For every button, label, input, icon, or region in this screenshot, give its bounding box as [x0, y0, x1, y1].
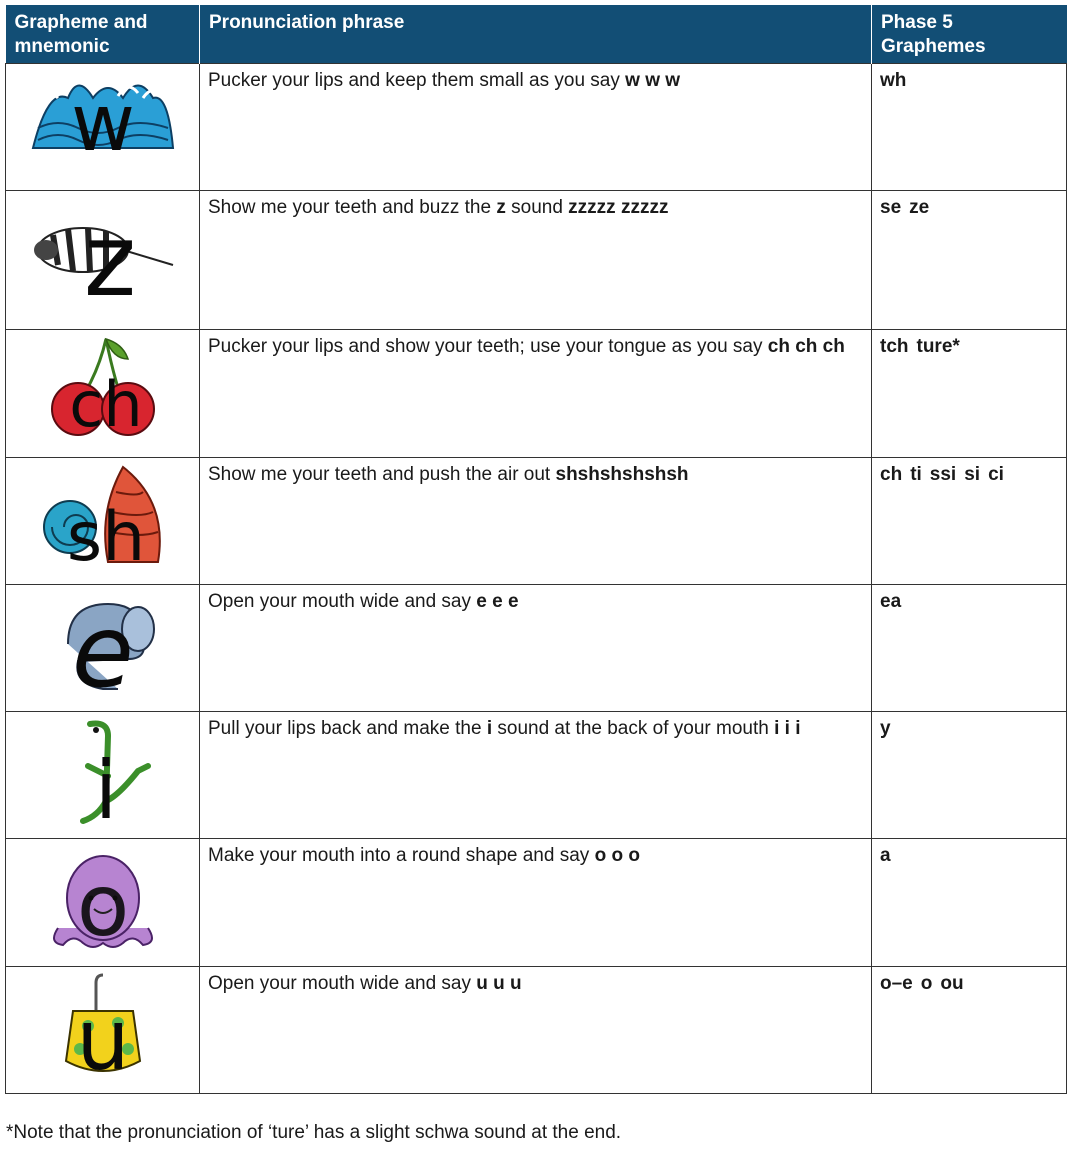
phrase-text: Pucker your lips and keep them small as you say	[208, 70, 626, 91]
footnote: *Note that the pronunciation of ‘ture’ has a slight schwa sound at the end.	[6, 1122, 622, 1143]
grapheme: a	[880, 845, 891, 866]
svg-text:sh: sh	[66, 498, 145, 572]
graphemes-cell	[872, 458, 1067, 585]
mnemonic-cell	[6, 458, 200, 585]
mnemonic-cell	[6, 967, 200, 1094]
phrase-text: Make your mouth into a round shape and say	[208, 845, 595, 866]
table-row	[6, 712, 1067, 839]
header-grapheme-mnemonic: Grapheme and mnemonic	[6, 5, 200, 64]
grapheme: o	[920, 973, 933, 994]
graphemes-cell	[872, 585, 1067, 712]
table-row	[6, 458, 1067, 585]
mnemonic-cell	[6, 585, 200, 712]
table-row	[6, 191, 1067, 330]
phrase-sound-repeat: zzzzz zzzzz	[568, 197, 669, 218]
grapheme: ci	[988, 464, 1004, 485]
cherries-ch-icon	[28, 334, 178, 439]
mnemonic-cell	[6, 712, 200, 839]
grapheme: ssi	[929, 464, 957, 485]
grapheme: tch	[880, 336, 909, 357]
grapheme: ti	[910, 464, 922, 485]
phrase-text-tail: sound at the back of your mouth	[492, 718, 775, 739]
table-row	[6, 967, 1067, 1094]
phrase-sound: shshshshshsh	[555, 464, 689, 485]
header-row	[6, 5, 1067, 64]
pronunciation-cell	[200, 191, 872, 330]
svg-text:o: o	[76, 856, 129, 953]
pronunciation-cell	[200, 839, 872, 967]
zebra-z-icon	[28, 195, 178, 305]
graphemes-cell	[872, 967, 1067, 1094]
phrase-text: Show me your teeth and push the air out	[208, 464, 556, 485]
header-phase5-graphemes: Phase 5 Graphemes	[872, 5, 1067, 64]
phrase-sound: z	[496, 197, 506, 218]
graphemes-cell	[872, 712, 1067, 839]
pronunciation-cell	[200, 967, 872, 1094]
table-row	[6, 64, 1067, 191]
lizard-i-icon	[28, 716, 178, 826]
mnemonic-cell	[6, 191, 200, 330]
mnemonic-cell	[6, 64, 200, 191]
grapheme: ture*	[916, 336, 960, 357]
phrase-text: Show me your teeth and buzz the	[208, 197, 497, 218]
pronunciation-cell	[200, 64, 872, 191]
phrase-sound: w w w	[625, 70, 681, 91]
grapheme: si	[964, 464, 981, 485]
grapheme-table	[5, 5, 1067, 1094]
phrase-text: Pull your lips back and make the	[208, 718, 487, 739]
shells-sh-icon	[28, 462, 178, 572]
table-row	[6, 330, 1067, 458]
mnemonic-cell	[6, 330, 200, 458]
octopus-o-icon	[28, 843, 178, 953]
umbrella-u-icon	[28, 971, 178, 1083]
grapheme: y	[880, 718, 891, 739]
wave-w-icon	[28, 68, 178, 168]
pronunciation-cell	[200, 712, 872, 839]
phrase-sound: e e e	[476, 591, 519, 612]
svg-text:w: w	[70, 79, 135, 168]
graphemes-cell	[872, 330, 1067, 458]
elephant-e-icon	[28, 589, 178, 699]
phrase-sound: i	[486, 718, 493, 739]
phrase-text-tail: sound	[505, 197, 569, 218]
pronunciation-cell	[200, 458, 872, 585]
header-pronunciation-phrase: Pronunciation phrase	[200, 5, 872, 64]
mnemonic-cell	[6, 839, 200, 967]
phrase-sound: u u u	[476, 973, 522, 994]
phrase-sound: ch ch ch	[767, 336, 845, 357]
pronunciation-cell	[200, 330, 872, 458]
phrase-sound: o o o	[594, 845, 640, 866]
grapheme: se	[880, 197, 902, 218]
grapheme: wh	[880, 70, 907, 91]
graphemes-cell	[872, 839, 1067, 967]
grapheme: ou	[940, 973, 964, 994]
table-row	[6, 839, 1067, 967]
grapheme: ea	[880, 591, 902, 612]
graphemes-cell	[872, 191, 1067, 330]
grapheme: o–e	[880, 973, 913, 994]
phrase-sound-repeat: i i i	[774, 718, 801, 739]
table-row	[6, 585, 1067, 712]
svg-text:i: i	[94, 744, 117, 826]
svg-text:ch: ch	[68, 368, 143, 439]
phrase-text: Pucker your lips and show your teeth; use your tongue as you say	[208, 336, 768, 357]
svg-text:e: e	[71, 593, 134, 699]
grapheme: ze	[909, 197, 930, 218]
phrase-text: Open your mouth wide and say	[208, 591, 477, 612]
svg-text:u: u	[75, 991, 130, 1083]
graphemes-cell	[872, 64, 1067, 191]
grapheme: ch	[880, 464, 903, 485]
svg-text:z: z	[83, 202, 136, 305]
phrase-text: Open your mouth wide and say	[208, 973, 477, 994]
pronunciation-cell	[200, 585, 872, 712]
